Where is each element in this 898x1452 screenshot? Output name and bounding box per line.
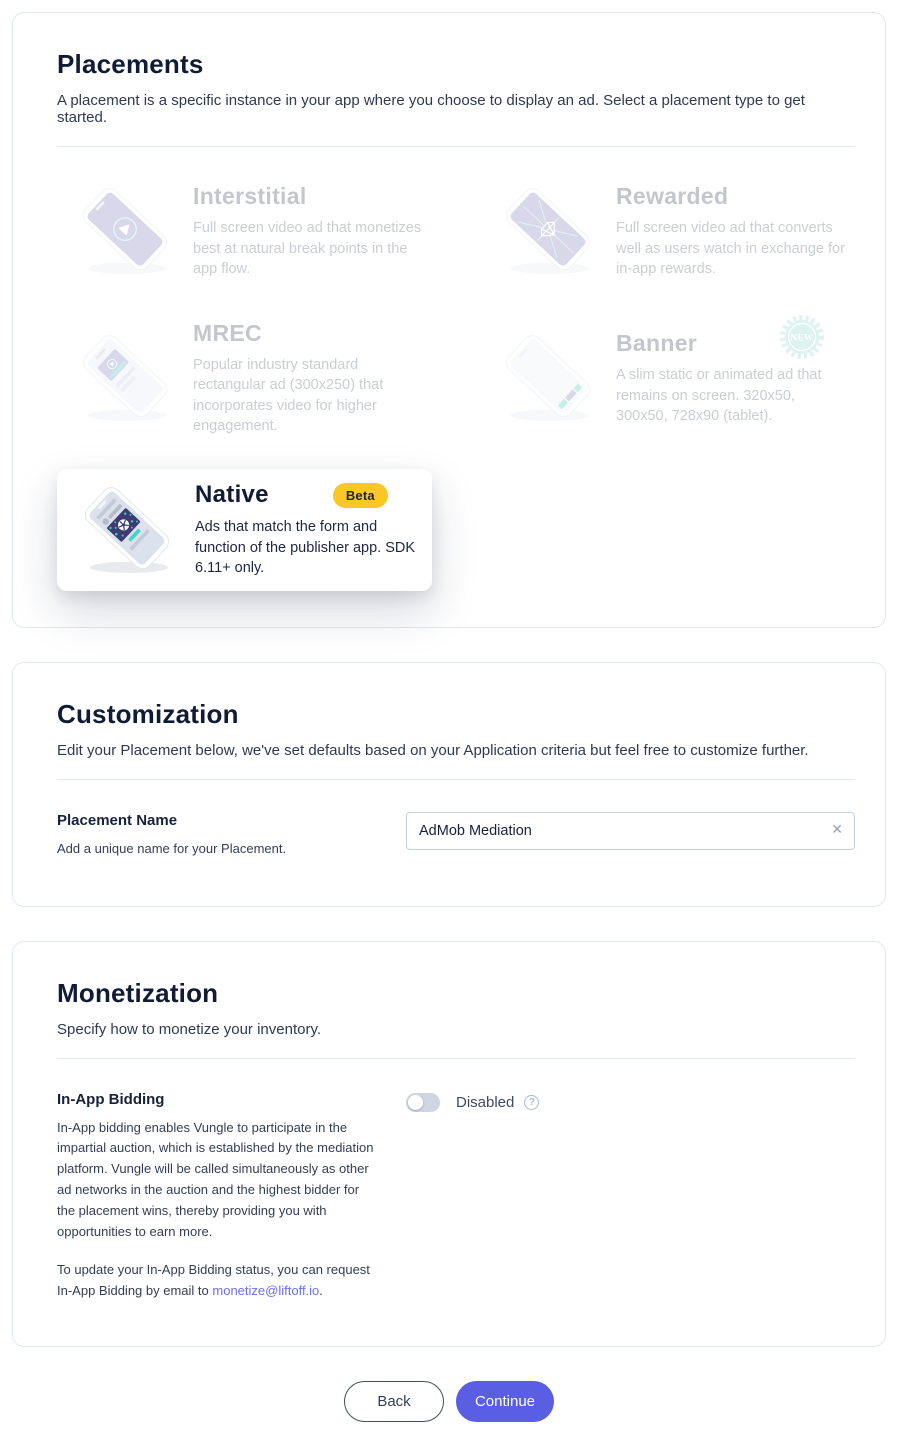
customization-subtitle: Edit your Placement below, we've set defaults based on your Application criteria but feel free to customize further. [57, 741, 809, 759]
interstitial-phone-illustration [69, 183, 181, 279]
beta-badge: Beta [333, 483, 388, 508]
placement-name-helper: Add a unique name for your Placement. [57, 840, 287, 856]
customization-card [12, 662, 886, 907]
native-phone-illustration [71, 482, 183, 578]
banner-phone-illustration [492, 330, 604, 426]
placement-name-input[interactable] [406, 812, 855, 850]
request-text: To update your In-App Bidding status, you can request In-App Bidding by email to [57, 1262, 370, 1299]
placement-name-label-block [57, 812, 406, 860]
mrec-title: MREC [193, 319, 262, 346]
native-title-label: Native [195, 481, 269, 509]
rewarded-phone-illustration [492, 183, 604, 279]
monetization-title: Monetization [57, 977, 219, 1008]
customization-title: Customization [57, 698, 239, 729]
rewarded-text [616, 183, 849, 280]
placements-card [12, 12, 886, 628]
placement-type-banner[interactable] [480, 312, 855, 445]
placement-type-mrec[interactable] [57, 312, 432, 445]
native-title [195, 481, 416, 509]
continue-button[interactable]: Continue [456, 1381, 554, 1422]
in-app-bidding-toggle-row [406, 1093, 539, 1112]
interstitial-description: Full screen video ad that monetizes best at natural break points in the app flow. [193, 220, 422, 278]
in-app-bidding-label-block [57, 1091, 406, 1302]
native-description: Ads that match the form and function of the publisher app. SDK 6.11+ only. [195, 519, 416, 577]
divider [57, 779, 855, 780]
placements-title: Placements [57, 49, 204, 79]
back-button[interactable]: Back [344, 1381, 444, 1422]
toggle-knob [408, 1095, 423, 1110]
placement-type-rewarded[interactable] [480, 175, 855, 288]
placement-name-row [57, 812, 855, 860]
native-text [195, 481, 416, 579]
clear-input-icon[interactable]: ✕ [831, 820, 843, 837]
mrec-description: Popular industry standard rectangular ad (300x250) that incorporates video for higher engagement. [193, 356, 384, 435]
footer-actions [12, 1381, 886, 1422]
interstitial-text [193, 183, 426, 280]
placement-type-native[interactable] [57, 469, 432, 591]
in-app-bidding-row [57, 1091, 855, 1302]
svg-text:NEW: NEW [790, 332, 814, 343]
placement-type-grid [57, 175, 855, 591]
request-text-period: . [319, 1283, 323, 1299]
in-app-bidding-toggle[interactable] [406, 1093, 440, 1112]
banner-description: A slim static or animated ad that remains on screen. 320x50, 300x50, 728x90 (tablet). [616, 367, 822, 425]
mrec-text [193, 320, 426, 437]
monetization-card [12, 941, 886, 1347]
divider [57, 146, 855, 147]
placements-subtitle: A placement is a specific instance in your app where you choose to display an ad. Select a placement type to get started. [57, 92, 805, 126]
divider [57, 1058, 855, 1059]
in-app-bidding-label: In-App Bidding [57, 1090, 165, 1108]
rewarded-title: Rewarded [616, 183, 729, 209]
monetization-subtitle: Specify how to monetize your inventory. [57, 1020, 322, 1038]
interstitial-title: Interstitial [193, 183, 307, 209]
banner-title: Banner [616, 330, 698, 357]
rewarded-description: Full screen video ad that converts well as users watch in exchange for in-app rewards. [616, 220, 845, 278]
new-badge-icon [779, 314, 825, 360]
in-app-bidding-description: In-App bidding enables Vungle to participate in the impartial auction, which is established by the mediation platform. Vungle will be called simultaneously as other ad networks in the auction and the highest bidder for the placement wins, thereby providing you with opportunities to earn more. [57, 1119, 374, 1239]
help-icon[interactable]: ? [524, 1095, 539, 1110]
placement-name-label: Placement Name [57, 811, 178, 829]
placement-type-interstitial[interactable] [57, 175, 432, 288]
in-app-bidding-request [57, 1260, 376, 1302]
monetize-email-link[interactable]: monetize@liftoff.io [212, 1283, 320, 1299]
toggle-state-label: Disabled [456, 1093, 515, 1111]
mrec-phone-illustration [69, 330, 181, 426]
placement-name-input-wrap [406, 812, 855, 850]
